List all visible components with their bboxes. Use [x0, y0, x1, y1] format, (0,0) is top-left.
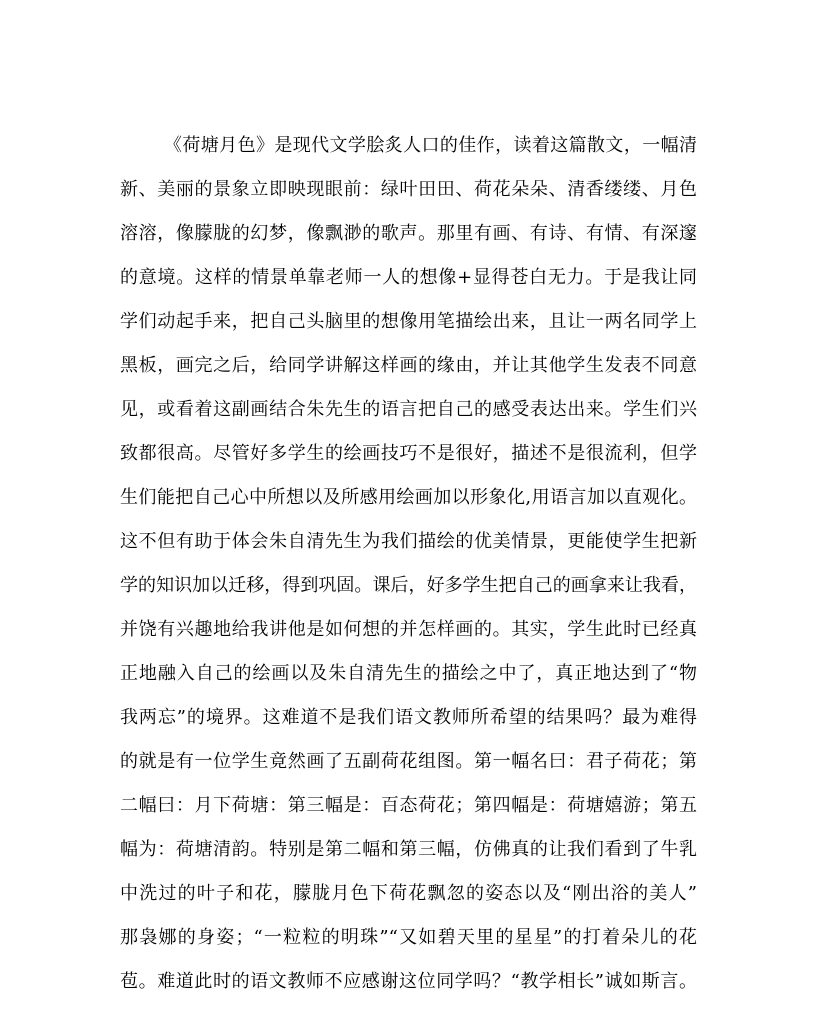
paragraph-line-14: 我两忘”的境界。这难道不是我们语文教师所希望的结果吗？最为难得	[120, 707, 697, 728]
paragraph-line-19: 那袅娜的身姿；“一粒粒的明珠”“又如碧天里的星星”的打着朵儿的花	[120, 927, 697, 948]
paragraph-line-13: 正地融入自己的绘画以及朱自清先生的描绘之中了，真正地达到了“物	[120, 663, 697, 684]
paragraph-line-6: 黑板，画完之后，给同学讲解这样画的缘由，并让其他学生发表不同意	[120, 355, 697, 376]
paragraph-line-8: 致都很高。尽管好多学生的绘画技巧不是很好，描述不是很流利，但学	[120, 443, 697, 464]
paragraph-line-3: 溶溶，像朦胧的幻梦，像飘渺的歌声。那里有画、有诗、有情、有深邃	[120, 223, 697, 244]
paragraph-line-4: 的意境。这样的情景单靠老师一人的想像+显得苍白无力。于是我让同	[120, 267, 697, 288]
paragraph-line-5: 学们动起手来，把自己头脑里的想像用笔描绘出来，且让一两名同学上	[120, 311, 697, 332]
paragraph-line-17: 幅为：荷塘清韵。特别是第二幅和第三幅，仿佛真的让我们看到了牛乳	[120, 839, 697, 860]
paragraph-line-12: 并饶有兴趣地给我讲他是如何想的并怎样画的。其实，学生此时已经真	[120, 619, 697, 640]
paragraph-line-16: 二幅曰：月下荷塘：第三幅是：百态荷花；第四幅是：荷塘嬉游；第五	[120, 795, 697, 816]
paragraph-line-9: 生们能把自己心中所想以及所感用绘画加以形象化,用语言加以直观化。	[120, 487, 697, 508]
paragraph-line-10: 这不但有助于体会朱自清先生为我们描绘的优美情景，更能使学生把新	[120, 531, 697, 552]
paragraph-line-2: 新、美丽的景象立即映现眼前：绿叶田田、荷花朵朵、清香缕缕、月色	[120, 179, 697, 200]
paragraph-line-11: 学的知识加以迁移，得到巩固。课后，好多学生把自己的画拿来让我看，	[120, 575, 697, 596]
paragraph-line-18: 中洗过的叶子和花，朦胧月色下荷花飘忽的姿态以及“刚出浴的美人”	[120, 883, 697, 904]
paragraph-line-1: 《荷塘月色》是现代文学脍炙人口的佳作，读着这篇散文，一幅清	[164, 135, 697, 156]
paragraph-line-15: 的就是有一位学生竟然画了五副荷花组图。第一幅名曰：君子荷花；第	[120, 751, 697, 772]
paragraph-line-20: 苞。难道此时的语文教师不应感谢这位同学吗？“教学相长”诚如斯言。	[120, 971, 697, 992]
paragraph-line-7: 见，或看着这副画结合朱先生的语言把自己的感受表达出来。学生们兴	[120, 399, 697, 420]
